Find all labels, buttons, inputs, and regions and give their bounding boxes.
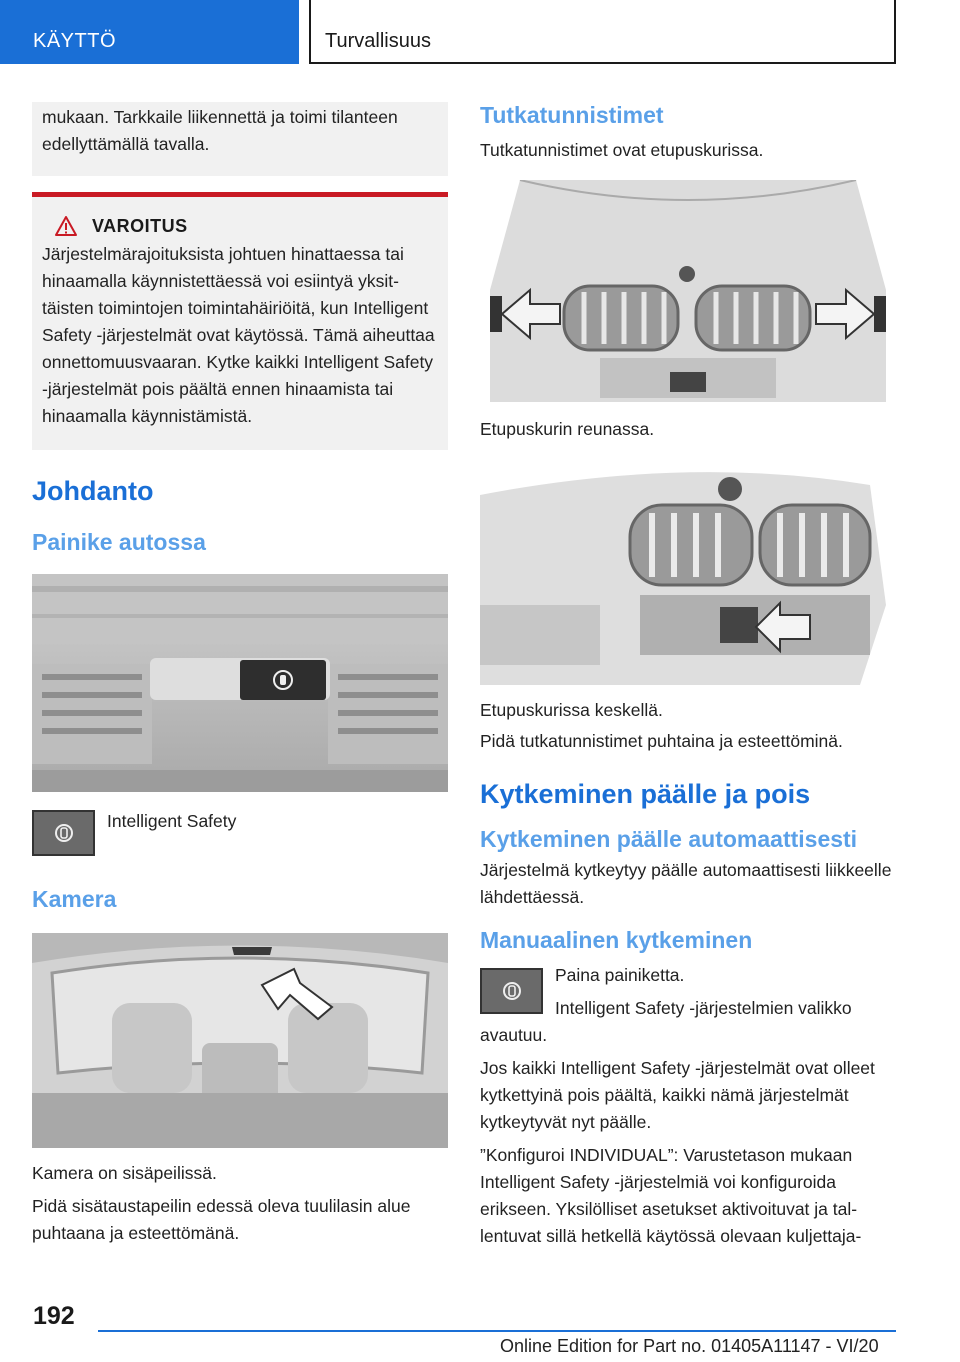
chapter-title: Turvallisuus <box>311 0 896 64</box>
clean-sensors-text: Pidä tutkatunnistimet puhtaina ja esteettöminä. <box>480 731 843 751</box>
caption-bumper-center: Etupuskurissa keskellä. <box>480 700 663 720</box>
section-tab: KÄYTTÖ <box>0 0 299 64</box>
right-column <box>480 102 896 1250</box>
manual-step-menu: Intelligent Safety -järjestelmien valikko avautuu. <box>480 998 852 1045</box>
left-column <box>32 102 448 1247</box>
auto-text: Järjestelmä kytkeytyy päälle automaattisesti liikkeelle lähdettäessä. <box>480 860 892 907</box>
tutka-text: Tutkatunnistimet ovat etupuskurissa. <box>480 140 764 160</box>
bumper-center-photo <box>480 465 896 685</box>
heading-johdanto: Johdanto <box>32 476 154 506</box>
heading-tutka: Tutkatunnistimet <box>480 102 664 128</box>
camera-text: Pidä sisätaustapeilin edessä oleva tuulilasin alue puhtaana ja esteettömänä. <box>32 1196 411 1243</box>
page-number: 192 <box>33 1302 75 1330</box>
warning-text: Järjestelmärajoituksista johtuen hinattaessa tai hinaamalla käynnistettäessä voi esiintyä yksittäisten toimintojen toimintahäiriöitä, kun Intelligent Safety -järjestelmät ovat käytössä. Tämä aiheuttaa onnettomuusvaaran. Kytke kaikki Intelligent Safety -järjestelmät pois päältä ennen hinaamista tai hinaamalla käynnistämistä. <box>42 244 435 426</box>
manual-individual-text: ”Konfiguroi INDIVIDUAL”: Varustetason mukaan Intelligent Safety -järjestelmiä voi konfiguroida erikseen. Yksilölliset asetukset aktivoituvat ja tallentuvat sillä hetkellä käytössä olevaan kuljettaja- <box>480 1145 862 1246</box>
footer-edition: Online Edition for Part no. 01405A11147 - VI/20 <box>500 1336 879 1356</box>
camera-photo <box>32 933 448 1148</box>
button-photo <box>32 574 448 792</box>
intro-text: mukaan. Tarkkaile liikennettä ja toimi tilanteen edellyttämällä tavalla. <box>42 107 398 154</box>
intelligent-safety-button-icon <box>480 968 543 1014</box>
heading-painike: Painike autossa <box>32 529 206 555</box>
intelligent-safety-icon <box>32 810 95 856</box>
manual-step-press: Paina painiketta. <box>555 965 685 985</box>
warning-title: VAROITUS <box>92 215 188 236</box>
safety-icon-row <box>32 810 448 856</box>
heading-kytkeminen: Kytkeminen päälle ja pois <box>480 779 811 809</box>
warning-heading <box>42 215 436 237</box>
caption-bumper-edge: Etupuskurin reunassa. <box>480 419 655 439</box>
footer-divider <box>98 1330 896 1332</box>
manual-block <box>480 962 896 1250</box>
camera-caption: Kamera on sisäpeilissä. <box>32 1163 217 1183</box>
warning-box <box>32 192 448 450</box>
heading-manuaalinen: Manuaalinen kytkeminen <box>480 927 753 953</box>
warning-triangle-icon <box>54 215 78 237</box>
intro-box <box>32 102 448 176</box>
manual-all-off-text: Jos kaikki Intelligent Safety -järjestelmät ovat olleet kytkettyinä pois päältä, kaikki nämä järjestelmät kytkeytyvät nyt päälle. <box>480 1058 875 1132</box>
heading-automaattisesti: Kytkeminen päälle automaattisesti <box>480 826 858 852</box>
heading-kamera: Kamera <box>32 886 117 912</box>
bumper-edge-photo <box>480 180 896 402</box>
intelligent-safety-label: Intelligent Safety <box>107 811 237 831</box>
